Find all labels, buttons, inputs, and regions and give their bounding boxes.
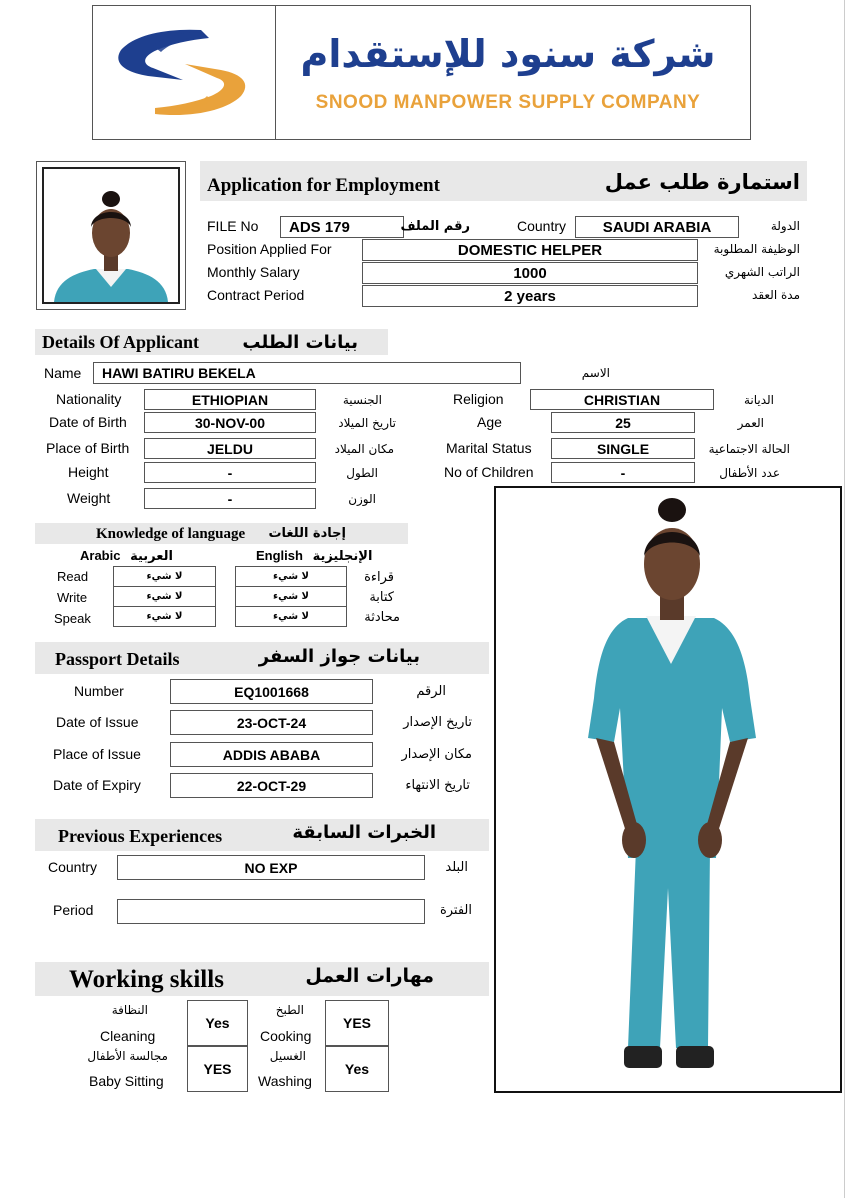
full-body-portrait-icon — [496, 488, 840, 1091]
company-name-ar: شركة سنود للإستقدام — [300, 32, 716, 76]
salary-field: 1000 — [362, 262, 698, 284]
age-label: Age — [477, 414, 502, 430]
experience-country-field: NO EXP — [117, 855, 425, 880]
company-name-en: SNOOD MANPOWER SUPPLY COMPANY — [315, 92, 701, 113]
logo-cell — [93, 6, 276, 139]
issue-place-field: ADDIS ABABA — [170, 742, 373, 767]
application-title-ar: استمارة طلب عمل — [604, 170, 800, 194]
file-no-ar: رقم الملف — [400, 219, 470, 234]
pob-ar: مكان الميلاد — [334, 442, 394, 456]
skills-title-en: Working skills — [69, 966, 224, 993]
cleaning-field: Yes — [187, 1000, 248, 1046]
religion-label: Religion — [453, 391, 504, 407]
name-ar: الاسم — [581, 366, 610, 380]
nationality-field: ETHIOPIAN — [144, 389, 316, 410]
experience-title-ar: الخبرات السابقة — [292, 822, 436, 843]
pob-field: JELDU — [144, 438, 316, 459]
experience-period-field — [117, 899, 425, 924]
issue-date-label: Date of Issue — [56, 714, 139, 730]
skills-title-ar: مهارات العمل — [305, 965, 434, 987]
salary-ar: الراتب الشهري — [724, 265, 800, 279]
religion-ar: الديانة — [743, 393, 774, 407]
contract-label: Contract Period — [207, 287, 305, 303]
language-title-en: Knowledge of language — [96, 526, 246, 542]
nationality-ar: الجنسية — [342, 393, 382, 407]
washing-ar: الغسيل — [269, 1049, 306, 1063]
arabic-speak-field: لا شيء — [113, 606, 216, 627]
application-title-en: Application for Employment — [207, 175, 440, 196]
snood-s-logo-icon — [93, 6, 275, 139]
baby-field: YES — [187, 1046, 248, 1092]
company-header — [92, 5, 751, 140]
file-no-field: ADS 179 — [280, 216, 404, 238]
nationality-label: Nationality — [56, 391, 122, 407]
details-title-en: Details Of Applicant — [42, 332, 200, 352]
portrait-icon — [44, 169, 178, 302]
language-title-ar: إجادة اللغات — [268, 526, 346, 541]
cleaning-ar: النظافة — [111, 1003, 148, 1017]
height-field: - — [144, 462, 316, 483]
expiry-label: Date of Expiry — [53, 777, 141, 793]
passport-number-label: Number — [74, 683, 124, 699]
expiry-ar: تاريخ الانتهاء — [405, 778, 470, 793]
arabic-header — [80, 548, 173, 564]
position-field: DOMESTIC HELPER — [362, 239, 698, 261]
passport-title-en: Passport Details — [55, 649, 180, 669]
passport-number-ar: الرقم — [416, 684, 446, 699]
english-header-ar: الإنجليزية — [312, 549, 373, 564]
weight-label: Weight — [67, 490, 111, 506]
write-ar: كتابة — [369, 590, 394, 605]
marital-label: Marital Status — [446, 440, 532, 456]
contract-field: 2 years — [362, 285, 698, 307]
expiry-field: 22-OCT-29 — [170, 773, 373, 798]
cooking-field: YES — [325, 1000, 389, 1046]
arabic-write-field: لا شيء — [113, 586, 216, 607]
english-header — [256, 548, 372, 564]
speak-label: Speak — [54, 611, 91, 626]
age-field: 25 — [551, 412, 695, 433]
position-label: Position Applied For — [207, 241, 332, 257]
height-label: Height — [68, 464, 109, 480]
experience-country-ar: البلد — [445, 860, 468, 875]
name-field: HAWI BATIRU BEKELA — [93, 362, 521, 384]
salary-label: Monthly Salary — [207, 264, 300, 280]
english-speak-field: لا شيء — [235, 606, 347, 627]
write-label: Write — [57, 590, 88, 605]
dob-label: Date of Birth — [49, 414, 127, 430]
marital-field: SINGLE — [551, 438, 695, 459]
passport-number-field: EQ1001668 — [170, 679, 373, 704]
experience-title-en: Previous Experiences — [58, 826, 223, 846]
weight-field: - — [144, 488, 316, 509]
file-no-label: FILE No — [207, 218, 259, 234]
english-read-field: لا شيء — [235, 566, 347, 587]
washing-label: Washing — [258, 1073, 312, 1089]
pob-label: Place of Birth — [46, 440, 130, 456]
arabic-read-field: لا شيء — [113, 566, 216, 587]
issue-place-ar: مكان الإصدار — [401, 747, 472, 762]
arabic-header-ar: العربية — [130, 549, 173, 564]
cooking-label: Cooking — [260, 1028, 312, 1044]
dob-field: 30-NOV-00 — [144, 412, 316, 433]
children-label: No of Children — [444, 464, 534, 480]
cooking-ar: الطبخ — [275, 1003, 304, 1017]
experience-period-label: Period — [53, 902, 94, 918]
speak-ar: محادثة — [364, 610, 400, 625]
details-title-ar: بيانات الطلب — [242, 332, 358, 353]
name-label: Name — [44, 365, 82, 381]
experience-country-label: Country — [48, 859, 98, 875]
dob-ar: تاريخ الميلاد — [338, 416, 396, 430]
experience-period-ar: الفترة — [439, 903, 472, 918]
country-label: Country — [517, 218, 567, 234]
contract-ar: مدة العقد — [752, 288, 800, 302]
passport-title-ar: بيانات جواز السفر — [258, 646, 420, 667]
country-field: SAUDI ARABIA — [575, 216, 739, 238]
cleaning-label: Cleaning — [100, 1028, 156, 1044]
baby-ar: مجالسة الأطفال — [87, 1049, 168, 1063]
issue-date-field: 23-OCT-24 — [170, 710, 373, 735]
country-ar: الدولة — [770, 219, 800, 233]
children-ar: عدد الأطفال — [719, 466, 780, 480]
applicant-photo-full — [494, 486, 842, 1093]
read-label: Read — [57, 569, 89, 584]
page-edge — [844, 0, 845, 1198]
weight-ar: الوزن — [348, 492, 376, 506]
age-ar: العمر — [737, 416, 764, 430]
read-ar: قراءة — [364, 570, 394, 585]
issue-date-ar: تاريخ الإصدار — [403, 715, 472, 730]
english-write-field: لا شيء — [235, 586, 347, 607]
marital-ar: الحالة الاجتماعية — [708, 442, 790, 456]
religion-field: CHRISTIAN — [530, 389, 714, 410]
baby-label: Baby Sitting — [89, 1073, 164, 1089]
applicant-photo-small — [36, 161, 186, 310]
english-header-en: English — [256, 548, 303, 563]
issue-place-label: Place of Issue — [53, 746, 141, 762]
height-ar: الطول — [346, 466, 378, 480]
position-ar: الوظيفة المطلوبة — [713, 242, 800, 256]
washing-field: Yes — [325, 1046, 389, 1092]
children-field: - — [551, 462, 695, 483]
arabic-header-en: Arabic — [80, 548, 121, 563]
